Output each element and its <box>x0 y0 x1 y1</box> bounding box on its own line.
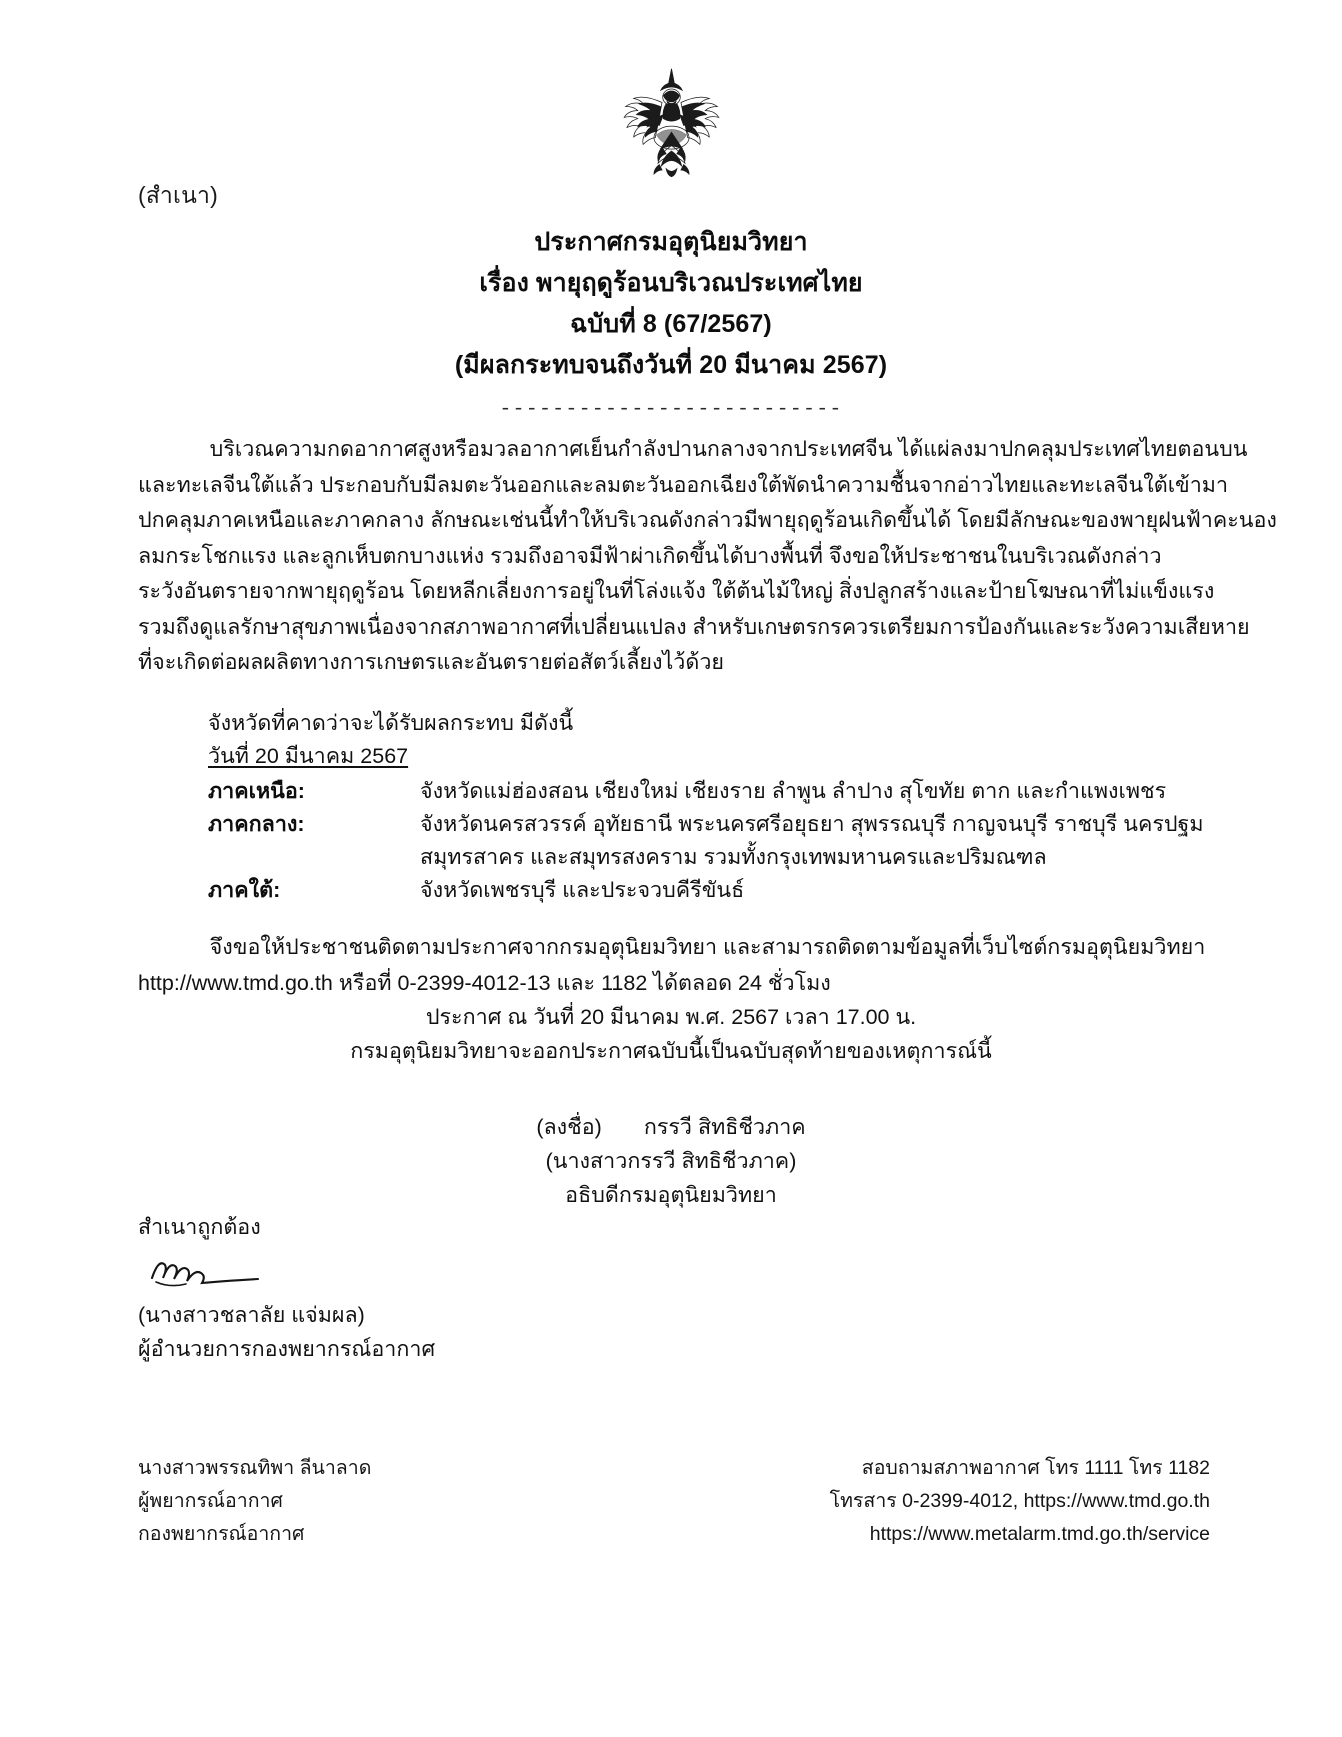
footer-forecaster-name: นางสาวพรรณทิพา ลีนาลาด <box>138 1457 372 1479</box>
emblem-container <box>0 62 1342 197</box>
body-line: และทะเลจีนใต้แล้ว ประกอบกับมีลมตะวันออกและลมตะวันออกเฉียงใต้พัดนำความชื้นจากอ่าวไทยและทะเลจีนใต้เข้ามา <box>138 472 1229 497</box>
region-label-north: ภาคเหนือ: <box>208 779 305 803</box>
title-subject: เรื่อง พายุฤดูร้อนบริเวณประเทศไทย <box>479 269 863 297</box>
footer-service-url: https://www.metalarm.tmd.go.th/service <box>869 1523 1210 1545</box>
region-provinces-text: จังหวัดนครสวรรค์ อุทัยธานี พระนครศรีอยุธยา สุพรรณบุรี กาญจนบุรี ราชบุรี นครปฐม <box>420 812 1204 836</box>
issued-block <box>0 1000 1342 1068</box>
page-title: ประกาศกรมอุตุนิยมวิทยา <box>534 228 808 256</box>
copy-mark: (สำเนา) <box>138 182 218 208</box>
body-line: ลมกระโชกแรง และลูกเห็บตกบางแห่ง รวมถึงอาจมีฟ้าผ่าเกิดขึ้นได้บางพื้นที่ จึงขอให้ประชาชนในบริเวณดังกล่าว <box>138 543 1162 568</box>
follow-up-line: http://www.tmd.go.th หรือที่ 0-2399-4012-13 และ 1182 ได้ตลอด 24 ชั่วโมง <box>138 970 831 995</box>
signed-label: (ลงชื่อ) <box>536 1115 602 1139</box>
signer-position: อธิบดีกรมอุตุนิยมวิทยา <box>565 1183 777 1207</box>
follow-up-paragraph <box>138 930 1206 1001</box>
region-provinces-south <box>420 874 1208 907</box>
region-provinces-central <box>420 808 1208 874</box>
footer-forecaster-role: ผู้พยากรณ์อากาศ <box>138 1490 283 1512</box>
affected-provinces-heading: จังหวัดที่คาดว่าจะได้รับผลกระทบ มีดังนี้ <box>208 711 574 735</box>
title-block <box>0 222 1342 386</box>
garuda-emblem <box>604 62 739 197</box>
region-provinces-text: จังหวัดแม่ฮ่องสอน เชียงใหม่ เชียงราย ลำพูน ลำปาง สุโขทัย ตาก และกำแพงเพชร <box>420 779 1167 803</box>
region-provinces-text: จังหวัดเพชรบุรี และประจวบคีรีขันธ์ <box>420 878 745 902</box>
footer-fax-website: โทรสาร 0-2399-4012, https://www.tmd.go.th <box>829 1490 1210 1512</box>
body-line: ที่จะเกิดต่อผลผลิตทางการเกษตรและอันตรายต่อสัตว์เลี้ยงไว้ด้วย <box>138 650 725 674</box>
region-provinces-continuation: สมุทรสาคร และสมุทรสงคราม รวมทั้งกรุงเทพมหานครและปริมณฑล <box>420 845 1047 869</box>
footer-left <box>138 1452 371 1551</box>
certifier-position: ผู้อำนวยการกองพยากรณ์อากาศ <box>138 1337 436 1361</box>
region-label-central: ภาคกลาง: <box>208 812 305 836</box>
affected-date: วันที่ 20 มีนาคม 2567 <box>208 744 409 768</box>
certification-block <box>138 1210 435 1366</box>
region-row <box>208 775 1208 808</box>
title-divider: -------------------------- <box>499 398 843 421</box>
signature-line <box>0 1110 1342 1144</box>
affected-regions-table <box>208 775 1208 907</box>
body-line: บริเวณความกดอากาศสูงหรือมวลอากาศเย็นกำลังปานกลางจากประเทศจีน ได้แผ่ลงมาปกคลุมประเทศไทยตอนบน <box>138 437 1248 461</box>
certifier-name: (นางสาวชลาลัย แจ่มผล) <box>138 1303 365 1327</box>
title-issue-number: ฉบับที่ 8 (67/2567) <box>570 310 772 338</box>
footer-division: กองพยากรณ์อากาศ <box>138 1523 305 1545</box>
region-row <box>208 874 1208 907</box>
follow-up-line: จึงขอให้ประชาชนติดตามประกาศจากกรมอุตุนิยมวิทยา และสามารถติดตามข้อมูลที่เว็บไซต์กรมอุตุนิยมวิทยา <box>138 935 1206 959</box>
footer-phone: สอบถามสภาพอากาศ โทร 1111 โทร 1182 <box>861 1457 1210 1479</box>
signer-name-paren: (นางสาวกรรวี สิทธิชีวภาค) <box>545 1149 797 1173</box>
footer-right <box>830 1452 1210 1551</box>
issued-final-notice: กรมอุตุนิยมวิทยาจะออกประกาศฉบับนี้เป็นฉบับสุดท้ายของเหตุการณ์นี้ <box>350 1039 992 1063</box>
body-line: รวมถึงดูแลรักษาสุขภาพเนื่องจากสภาพอากาศที่เปลี่ยนแปลง สำหรับเกษตรกรควรเตรียมการป้องกันและระวังความเสียหาย <box>138 614 1250 639</box>
signature-block <box>0 1110 1342 1212</box>
issued-datetime: ประกาศ ณ วันที่ 20 มีนาคม พ.ศ. 2567 เวลา 17.00 น. <box>425 1005 917 1029</box>
body-line: ปกคลุมภาคเหนือและภาคกลาง ลักษณะเช่นนี้ทำให้บริเวณดังกล่าวมีพายุฤดูร้อนเกิดขึ้นได้ โดยมีลักษณะของพายุฝนฟ้าคะนอง <box>138 508 1277 532</box>
signed-name: กรรวี สิทธิชีวภาค <box>643 1115 806 1139</box>
handwritten-signature <box>146 1248 296 1292</box>
body-paragraph <box>138 432 1277 681</box>
region-provinces-north <box>420 775 1208 808</box>
body-line: ระวังอันตรายจากพายุฤดูร้อน โดยหลีกเลี่ยงการอยู่ในที่โล่งแจ้ง ใต้ต้นไม้ใหญ่ สิ่งปลูกสร้างและป้ายโฆษณาที่ไม่แข็งแรง <box>138 579 1215 603</box>
title-effective-period: (มีผลกระทบจนถึงวันที่ 20 มีนาคม 2567) <box>454 351 888 379</box>
region-row <box>208 808 1208 874</box>
region-label-south: ภาคใต้: <box>208 878 281 902</box>
certification-heading: สำเนาถูกต้อง <box>138 1215 261 1239</box>
